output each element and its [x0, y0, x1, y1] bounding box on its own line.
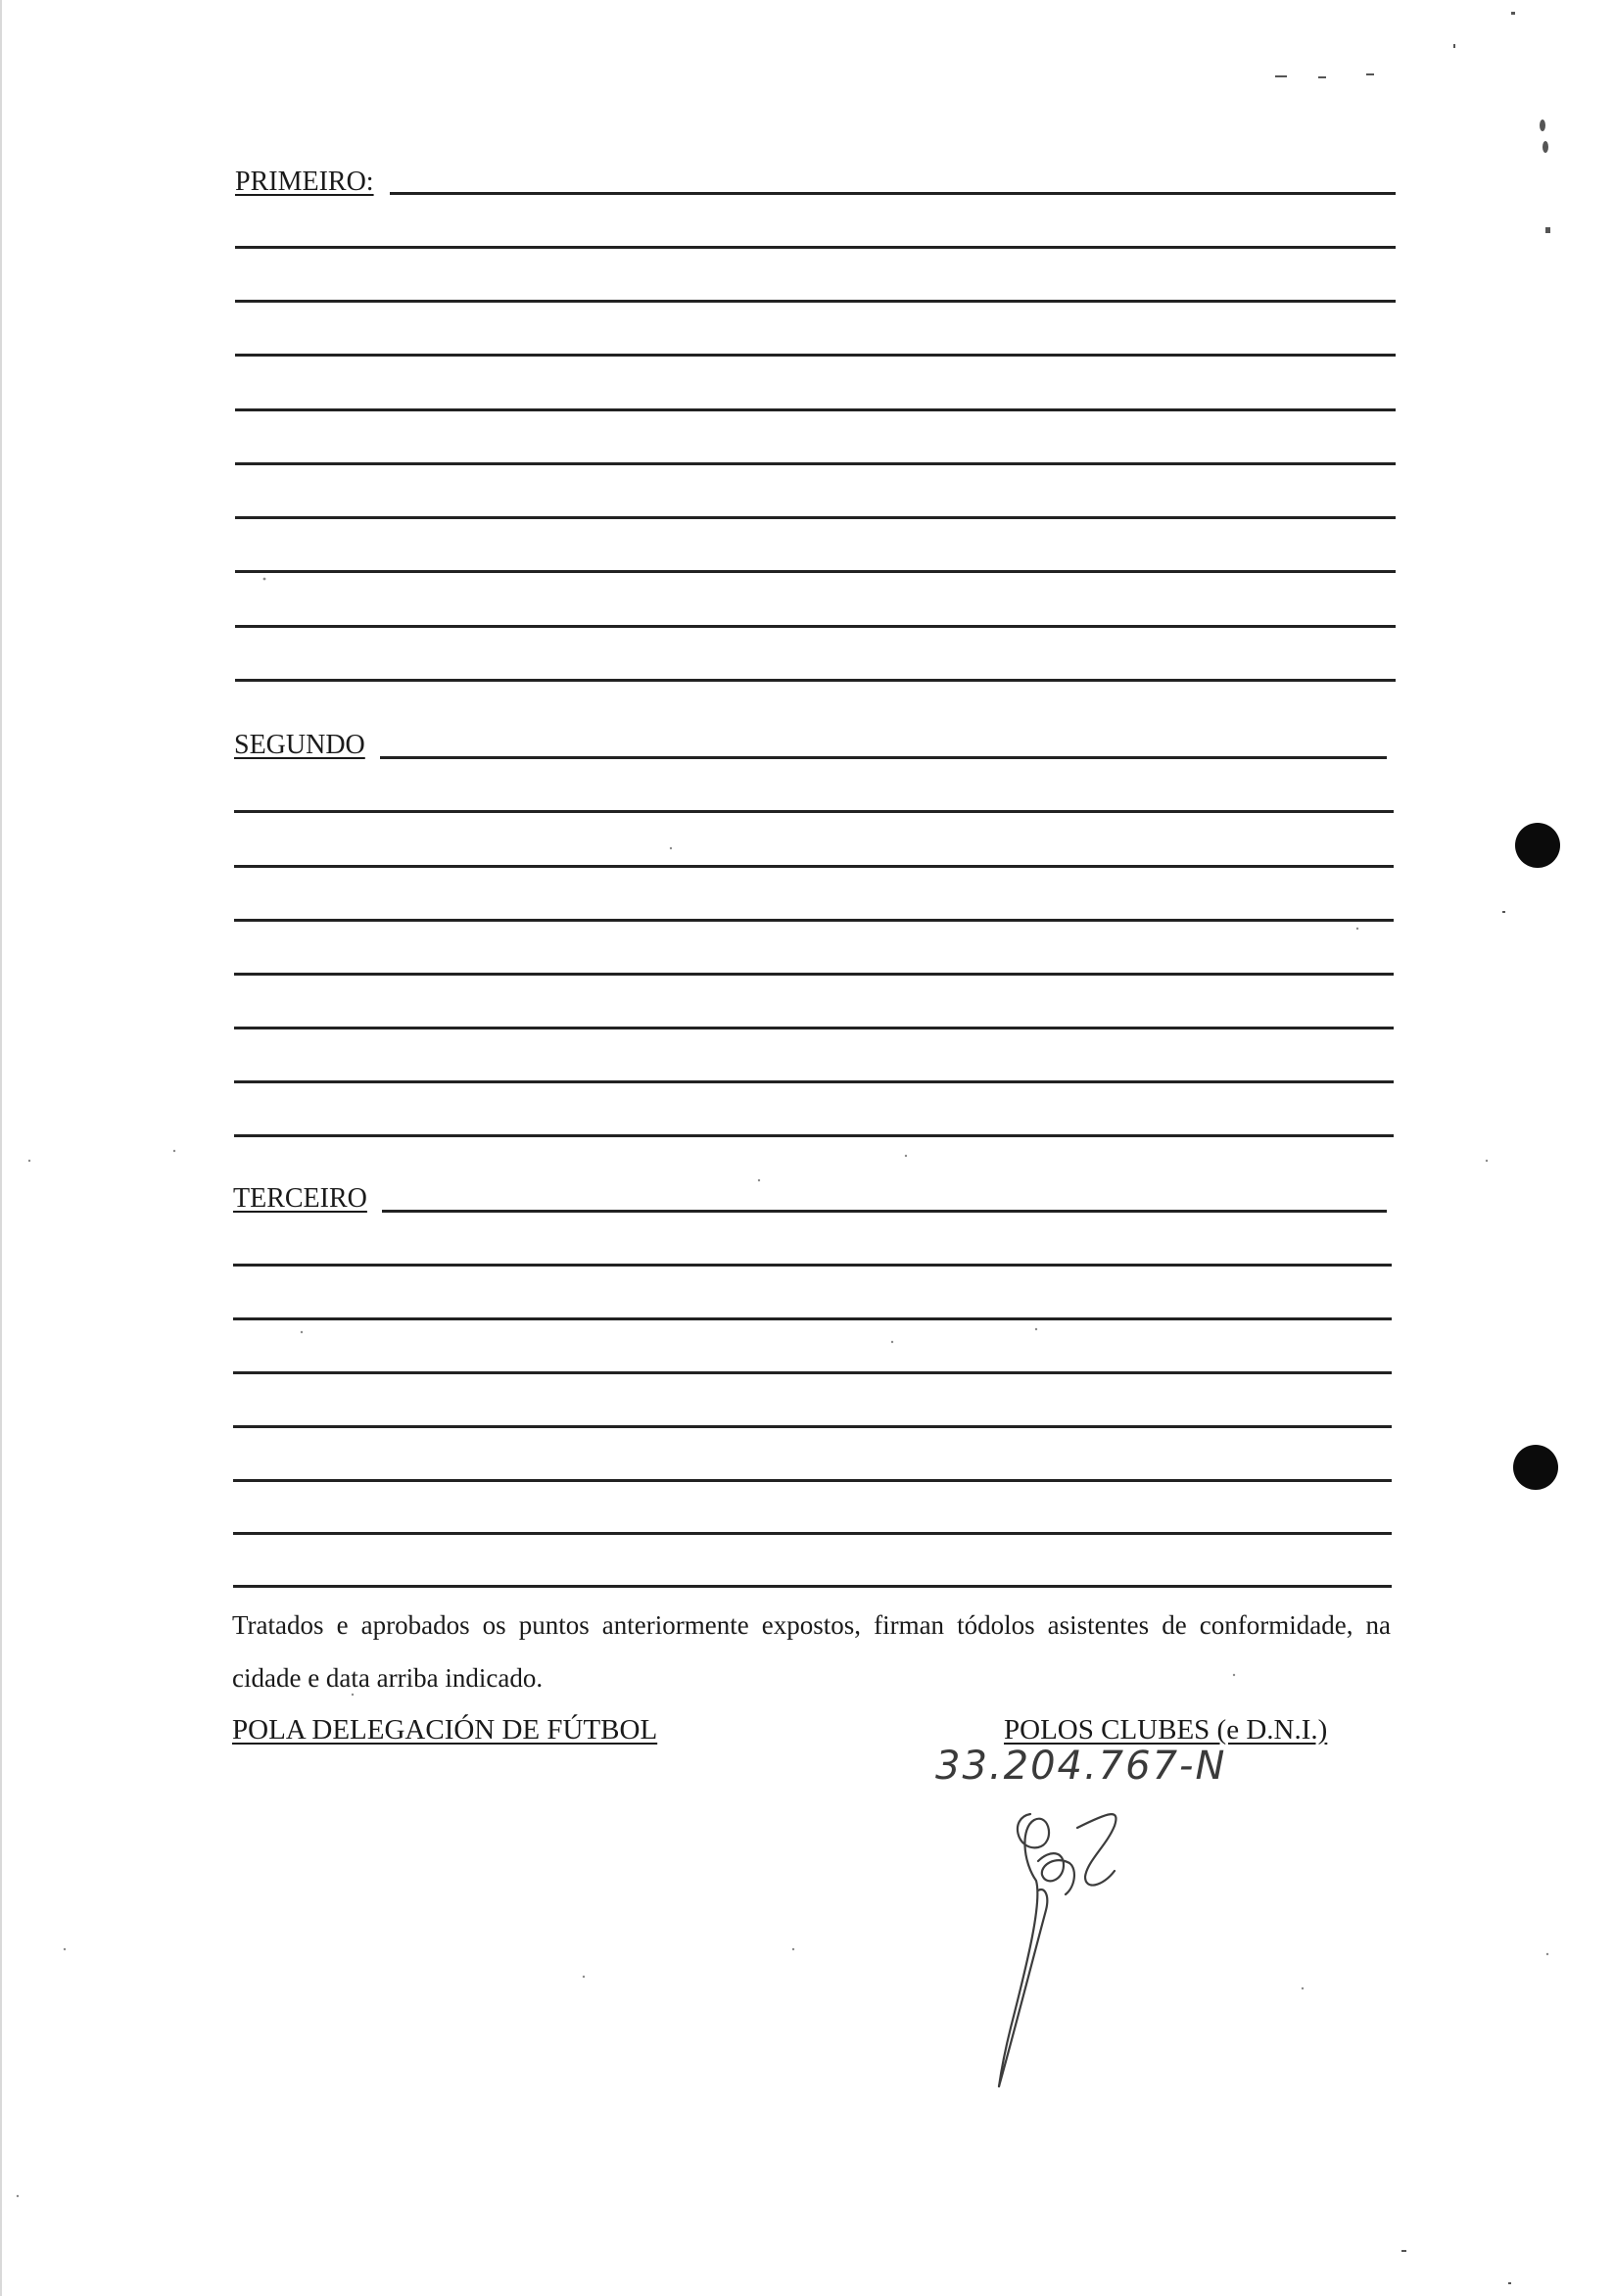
handwritten-dni: 33.204.767-N	[935, 1744, 1227, 1789]
section-label-primeiro: PRIMEIRO:	[235, 167, 374, 197]
signatory-delegacion-label: POLA DELEGACIÓN DE FÚTBOL	[232, 1714, 658, 1746]
section-label-segundo: SEGUNDO	[234, 730, 365, 760]
signatory-clubes-label: POLOS CLUBES (e D.N.I.)	[1004, 1714, 1328, 1746]
section-label-terceiro: TERCEIRO	[233, 1183, 367, 1214]
closing-paragraph: Tratados e aprobados os puntos anteriormente expostos, firman tódolos asistentes de conformidade, na cidade e data arriba indicado.	[232, 1610, 1391, 1693]
